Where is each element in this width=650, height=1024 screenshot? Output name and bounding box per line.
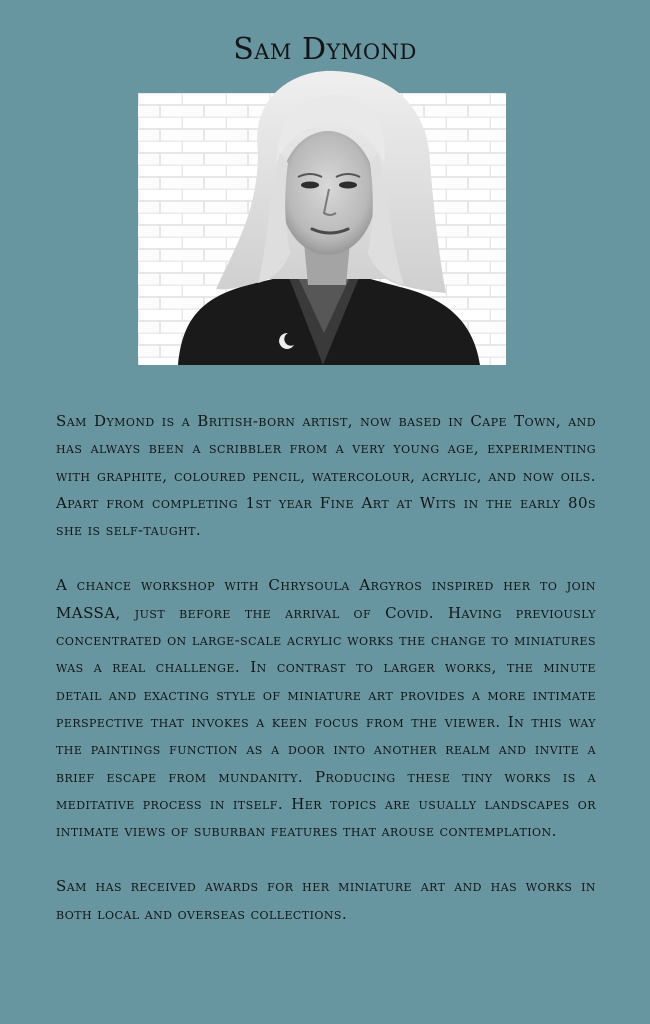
page-title: Sam Dymond [233,32,417,67]
bio-paragraph: A chance workshop with Chrysoula Argyros inspired her to join MASSA, just before the arrival of Covid. Having previously concentrated on large-scale acrylic works the change to miniatures was a real challenge. In contrast to larger works, the minute detail and exacting style of miniature art provides a more intimate perspective that invokes a keen focus from the viewer. In this way the paintings function as a door into another realm and invite a brief escape from mundanity. Producing these tiny works is a meditative process in itself. Her topics are usually landscapes or intimate views of suburban features that arouse contemplation. [56,576,596,841]
portrait-illustration [138,69,506,365]
biography [56,408,596,956]
bio-paragraph: Sam has received awards for her miniature art and has works in both local and overseas collections. [56,877,596,923]
bio-paragraph: Sam Dymond is a British-born artist, now based in Cape Town, and has always been a scribbler from a very young age, experimenting with graphite, coloured pencil, watercolour, acrylic, and now oils. Apart from completing 1st year Fine Art at Wits in the early 80s she is self-taught. [56,412,596,540]
portrait-photo [138,93,506,365]
